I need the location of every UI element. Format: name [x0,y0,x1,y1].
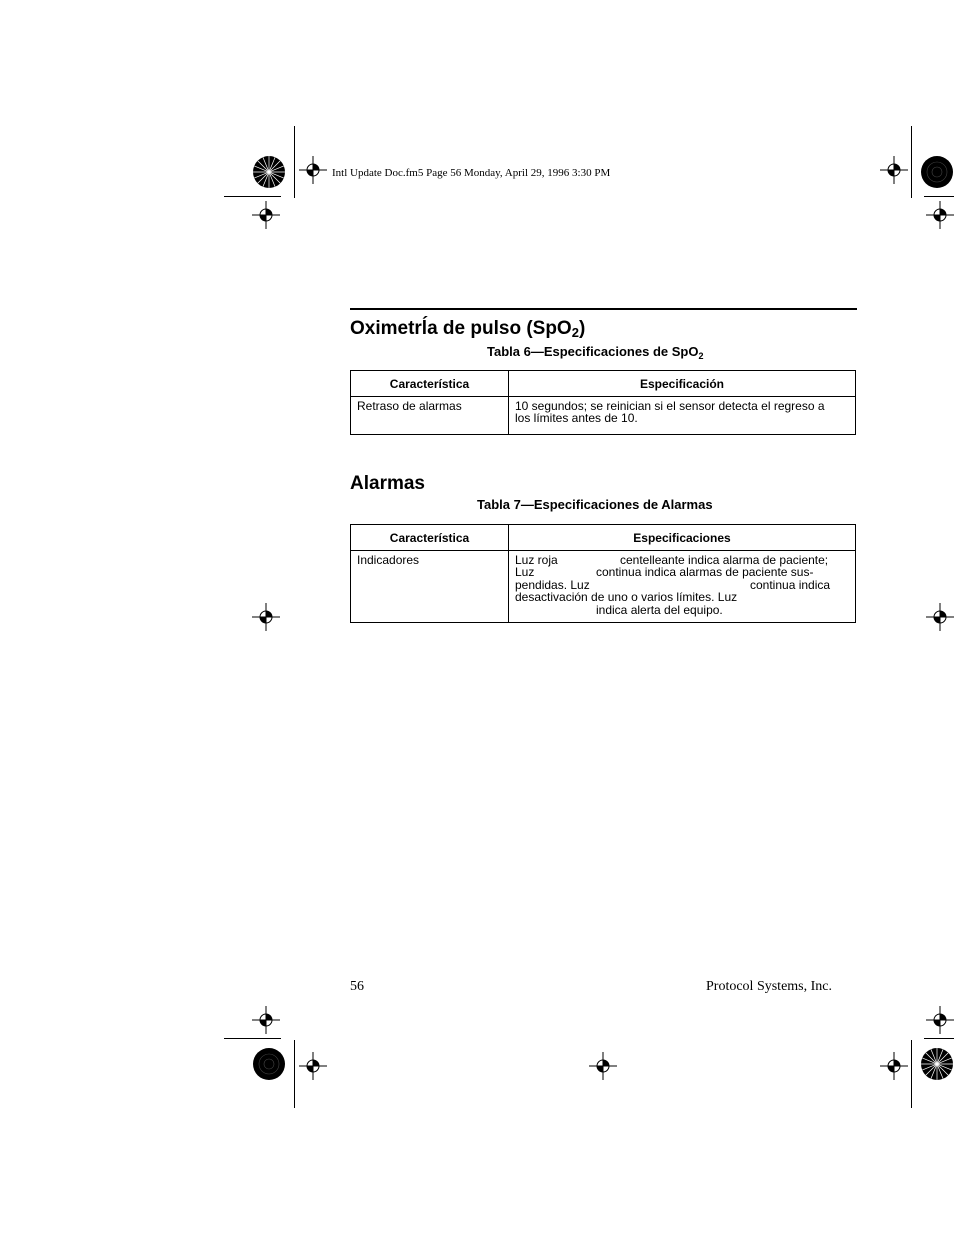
spec-cell: Luz roja centelleante indica alarma de paciente; Luz continua indica alarmas de paciente sus- pendidas. Luz continua indica desactivación de uno o varios límites. Luz indica alerta del equipo. [509,554,856,623]
feature-cell: Indicadores [351,554,509,623]
crop-mark [224,196,281,197]
registration-star-icon [252,155,286,189]
crosshair-icon [926,1006,954,1034]
crop-mark [294,126,295,198]
table-caption-6: Tabla 6—Especificaciones de SpO$_2$ [487,344,704,361]
file-info-header: Intl Update Doc.fm5 Page 56 Monday, April 29, 1996 3:30 PM [332,167,611,179]
crop-mark [911,126,912,198]
section-title-alarmas: Alarmas [350,473,425,494]
crosshair-icon [252,603,280,631]
crop-mark [924,1038,954,1039]
column-header: Característica [351,525,509,551]
crosshair-icon [880,156,908,184]
company-name: Protocol Systems, Inc. [706,979,832,994]
table-caption-7: Tabla 7—Especificaciones de Alarmas [477,497,713,512]
crop-mark [294,1040,295,1108]
column-header: Especificaciones [509,525,856,551]
crop-mark [911,1040,912,1108]
table-row [351,554,856,623]
crosshair-icon [252,201,280,229]
crosshair-icon [880,1052,908,1080]
crop-mark [224,1038,281,1039]
registration-star-icon [920,155,954,189]
page-number: 56 [350,979,364,994]
crosshair-icon [926,201,954,229]
registration-star-icon [920,1047,954,1081]
table-row [351,400,856,435]
spec-cell: 10 segundos; se reinician si el sensor detecta el regreso a los límites antes de 10. [509,400,856,435]
section-title-spo2: Oximetrĺa de pulso (SpO$_2$) [350,318,586,340]
crosshair-icon [252,1006,280,1034]
section-rule [350,308,857,310]
feature-cell: Retraso de alarmas [351,400,509,435]
spo2-spec-table [350,370,856,435]
column-header: Especificación [509,371,856,397]
crosshair-icon [926,603,954,631]
crosshair-icon [299,1052,327,1080]
alarm-spec-table [350,524,856,623]
registration-star-icon [252,1047,286,1081]
crop-mark [924,196,954,197]
crosshair-icon [589,1052,617,1080]
column-header: Característica [351,371,509,397]
crosshair-icon [299,156,327,184]
